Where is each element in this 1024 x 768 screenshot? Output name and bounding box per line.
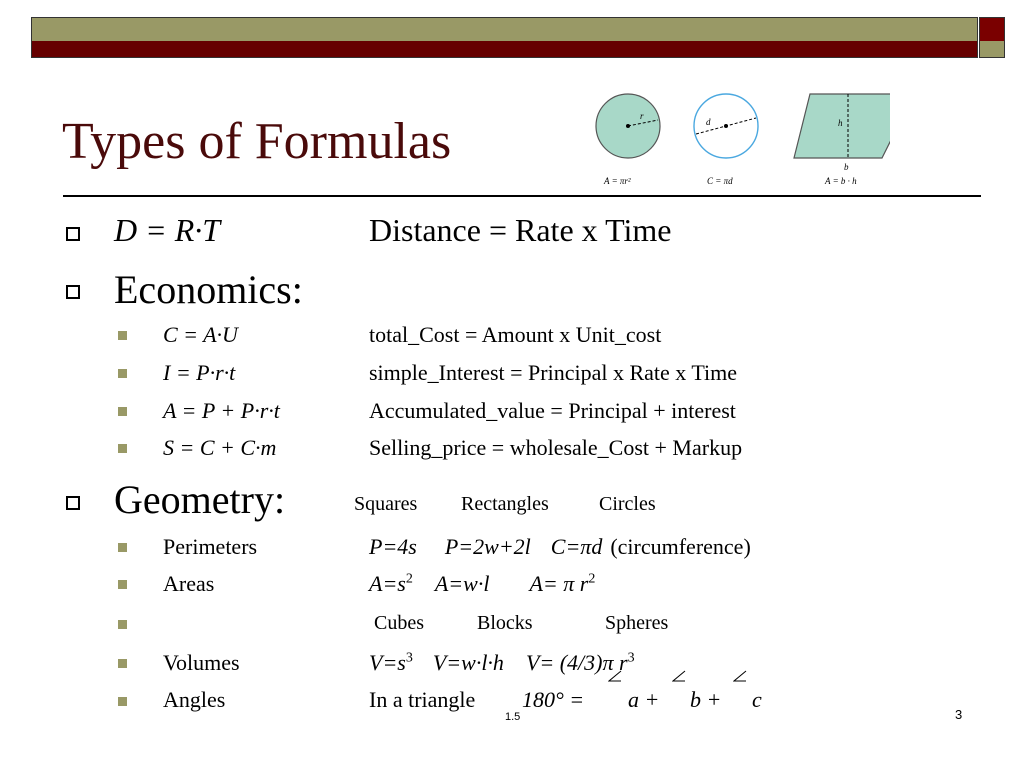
circumference-caption: C = πd: [707, 176, 733, 186]
areas-label: Areas: [163, 571, 215, 596]
slide-title: Types of Formulas: [62, 113, 452, 170]
height-label: h: [838, 118, 843, 128]
slide-number: 3: [955, 707, 963, 722]
bullet-solid-square: [118, 407, 127, 416]
geometry-figures: [590, 88, 890, 192]
shape-label-spheres: Spheres: [605, 612, 669, 634]
angles-label: Angles: [163, 687, 226, 712]
formula-drt-description: Distance = Rate x Time: [369, 212, 672, 248]
perimeters-label: Perimeters: [163, 534, 258, 559]
bullet-solid-square: [118, 659, 127, 668]
bullet-solid-square: [118, 620, 127, 629]
footer-section-number: 1.5: [505, 711, 521, 723]
bullet-hollow-square: [66, 227, 80, 241]
parallelogram-figure: [794, 94, 890, 186]
bullet-hollow-square: [66, 285, 80, 299]
angles-sum: 180° =: [522, 687, 585, 712]
volumes-label: Volumes: [163, 650, 240, 675]
header-bar-maroon: [31, 41, 978, 58]
angle-symbol-icon: [733, 670, 747, 682]
shape-label-blocks: Blocks: [477, 612, 533, 634]
shape-label-rectangles: Rectangles: [461, 493, 549, 515]
base-label: b: [844, 162, 849, 172]
angle-b: b +: [690, 687, 722, 712]
economics-description: total_Cost = Amount x Unit_cost: [369, 322, 662, 347]
shape-label-cubes: Cubes: [374, 612, 424, 634]
formula-drt: D = R·T: [114, 212, 221, 248]
geometry-heading: Geometry:: [114, 477, 286, 522]
economics-formula: A = P + P·r·t: [163, 398, 280, 423]
circle-diameter-figure: [694, 94, 758, 186]
bullet-solid-square: [118, 369, 127, 378]
parallelogram-area-caption: A = b · h: [825, 176, 857, 186]
economics-description: Accumulated_value = Principal + interest: [369, 398, 736, 423]
angle-symbol-icon: [672, 670, 686, 682]
circle-radius-figure: [596, 94, 660, 186]
shape-label-circles: Circles: [599, 493, 656, 515]
bullet-solid-square: [118, 543, 127, 552]
economics-description: Selling_price = wholesale_Cost + Markup: [369, 435, 743, 460]
circle-area-caption: A = πr²: [604, 176, 631, 186]
areas-formulas: $A=s^2$ A=w·l A= π $r^2$: [369, 571, 596, 596]
bullet-solid-square: [118, 444, 127, 453]
bullet-solid-square: [118, 331, 127, 340]
corner-square-olive: [979, 41, 1005, 58]
economics-formula: I = P·r·t: [163, 360, 236, 385]
angle-symbol-icon: [608, 670, 622, 682]
angle-c: c: [752, 687, 762, 712]
economics-formula: S = C + C·m: [163, 435, 277, 460]
economics-formula: C = A·U: [163, 322, 238, 347]
perimeters-formulas: P=4s P=2w+2l C=πd (circumference): [369, 534, 751, 559]
radius-label: r: [640, 111, 644, 121]
header-bar-olive: [31, 17, 978, 43]
corner-square-maroon: [979, 17, 1005, 43]
bullet-solid-square: [118, 697, 127, 706]
economics-description: simple_Interest = Principal x Rate x Time: [369, 360, 738, 385]
angle-a: a +: [628, 687, 660, 712]
volumes-formulas: $V=s^3$ V=w·l·h V= (4/3)π $r^3$: [369, 650, 635, 675]
shape-label-squares: Squares: [354, 493, 418, 515]
bullet-solid-square: [118, 580, 127, 589]
angles-prefix: In a triangle: [369, 687, 476, 712]
diameter-label: d: [706, 117, 711, 127]
economics-heading: Economics:: [114, 267, 303, 312]
title-divider: [63, 195, 981, 197]
bullet-hollow-square: [66, 496, 80, 510]
